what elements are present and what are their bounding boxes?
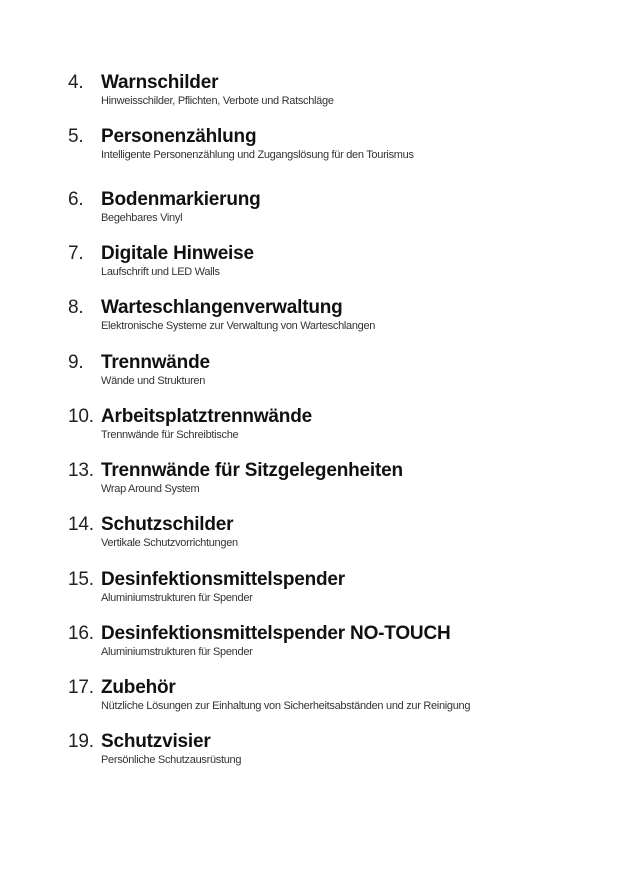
toc-entry[interactable] [68, 623, 608, 667]
entry-subtitle: Persönliche Schutzausrüstung [101, 754, 242, 766]
entry-number: 16. [68, 623, 94, 644]
entry-subtitle: Intelligente Personenzählung und Zugangslösung für den Tourismus [101, 149, 414, 161]
entry-title: Personenzählung [101, 126, 257, 147]
entry-subtitle: Aluminiumstrukturen für Spender [101, 646, 253, 658]
entry-title: Zubehör [101, 677, 176, 698]
entry-title: Desinfektionsmittelspender NO-TOUCH [101, 623, 451, 644]
entry-subtitle: Vertikale Schutzvorrichtungen [101, 537, 238, 549]
entry-title: Desinfektionsmittelspender [101, 569, 345, 590]
toc-entry[interactable] [68, 297, 608, 341]
entry-number: 8. [68, 297, 84, 318]
entry-subtitle: Hinweisschilder, Pflichten, Verbote und Ratschläge [101, 95, 334, 107]
toc-entry[interactable] [68, 189, 608, 233]
toc-entry[interactable] [68, 731, 608, 775]
entry-title: Trennwände für Sitzgelegenheiten [101, 460, 403, 481]
entry-number: 5. [68, 126, 84, 147]
toc-entry[interactable] [68, 352, 608, 396]
entry-number: 14. [68, 514, 94, 535]
entry-number: 15. [68, 569, 94, 590]
entry-subtitle: Nützliche Lösungen zur Einhaltung von Sicherheitsabständen und zur Reinigung [101, 700, 471, 712]
entry-number: 9. [68, 352, 84, 373]
toc-entry[interactable] [68, 126, 608, 170]
entry-subtitle: Elektronische Systeme zur Verwaltung von Warteschlangen [101, 320, 376, 332]
entry-title: Schutzvisier [101, 731, 211, 752]
entry-number: 10. [68, 406, 94, 427]
entry-number: 6. [68, 189, 84, 210]
entry-subtitle: Aluminiumstrukturen für Spender [101, 592, 253, 604]
toc-entry[interactable] [68, 569, 608, 613]
toc-entry[interactable] [68, 243, 608, 287]
entry-number: 4. [68, 72, 84, 93]
entry-number: 17. [68, 677, 94, 698]
entry-number: 13. [68, 460, 94, 481]
entry-number: 19. [68, 731, 94, 752]
entry-title: Warnschilder [101, 72, 219, 93]
entry-number: 7. [68, 243, 84, 264]
entry-title: Warteschlangenverwaltung [101, 297, 343, 318]
entry-title: Schutzschilder [101, 514, 234, 535]
toc-entry[interactable] [68, 72, 608, 116]
toc-entry[interactable] [68, 460, 608, 504]
entry-title: Digitale Hinweise [101, 243, 254, 264]
entry-title: Trennwände [101, 352, 210, 373]
toc-entry[interactable] [68, 514, 608, 558]
entry-subtitle: Begehbares Vinyl [101, 212, 183, 224]
entry-title: Bodenmarkierung [101, 189, 261, 210]
entry-subtitle: Wrap Around System [101, 483, 200, 495]
toc-entry[interactable] [68, 406, 608, 450]
toc-entry[interactable] [68, 677, 608, 721]
entry-subtitle: Laufschrift und LED Walls [101, 266, 220, 278]
entry-subtitle: Trennwände für Schreibtische [101, 429, 239, 441]
entry-title: Arbeitsplatztrennwände [101, 406, 312, 427]
entry-subtitle: Wände und Strukturen [101, 375, 206, 387]
